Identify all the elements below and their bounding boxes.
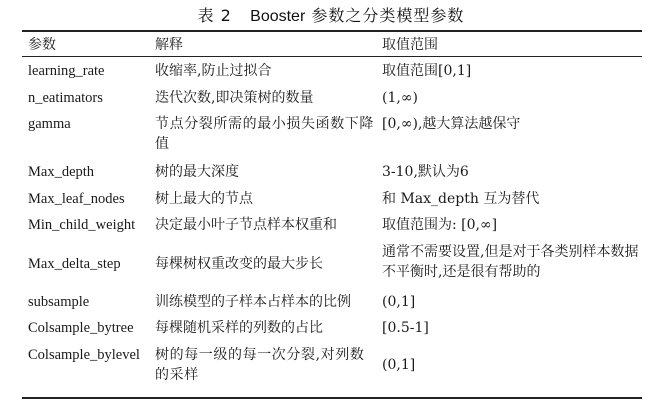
- row-0-range: 取值范围[0,1]: [382, 63, 472, 79]
- row-3-description: 树的最大深度: [155, 164, 239, 180]
- header-description: 解释: [155, 37, 183, 53]
- caption-label: 表 2: [197, 6, 232, 25]
- header-param: 参数: [28, 37, 56, 53]
- row-0-description: 收缩率,防止过拟合: [155, 63, 272, 79]
- row-6-param: Max_delta_step: [28, 256, 121, 272]
- table-caption: [0, 3, 662, 26]
- row-4-param: Max_leaf_nodes: [28, 191, 125, 207]
- row-4-description: 树上最大的节点: [155, 191, 253, 207]
- row-8-description: 每棵随机采样的列数的占比: [155, 320, 323, 336]
- row-3-param: Max_depth: [28, 164, 95, 180]
- row-4-range: 和 Max_depth 互为替代: [382, 191, 540, 207]
- row-3-range: 3-10,默认为6: [382, 164, 469, 180]
- row-5-description: 决定最小叶子节点样本权重和: [155, 217, 337, 233]
- caption-title-cn: 参数之分类模型参数: [311, 6, 465, 25]
- row-8-range: [0.5-1]: [382, 320, 429, 336]
- row-5-range: 取值范围为: [0,∞]: [382, 217, 498, 233]
- row-2-description: 节点分裂所需的最小损失函数下降值: [155, 116, 374, 152]
- row-9-description: 树的每一级的每一次分裂,对列数的采样: [155, 347, 365, 383]
- row-2-param: gamma: [28, 116, 71, 132]
- row-1-description: 迭代次数,即决策树的数量: [155, 90, 314, 106]
- row-7-description: 训练模型的子样本占样本的比例: [155, 294, 351, 310]
- row-7-param: subsample: [28, 294, 90, 310]
- table-bottom-rule: [22, 397, 642, 399]
- table-header-rule: [22, 56, 642, 57]
- table-top-rule: [22, 30, 642, 32]
- row-7-range: (0,1]: [382, 294, 416, 310]
- row-9-param: Colsample_bylevel: [28, 347, 140, 363]
- row-6-range: 通常不需要设置,但是对于各类别样本数据不平衡时,还是很有帮助的: [382, 244, 639, 280]
- row-9-range: (0,1]: [382, 357, 416, 373]
- row-6-description: 每棵树权重改变的最大步长: [155, 256, 323, 272]
- row-5-param: Min_child_weight: [28, 217, 136, 233]
- row-0-param: learning_rate: [28, 63, 105, 79]
- row-1-range: (1,∞): [382, 90, 418, 106]
- header-range: 取值范围: [382, 37, 438, 53]
- row-2-range: [0,∞),越大算法越保守: [382, 116, 521, 132]
- row-8-param: Colsample_bytree: [28, 320, 134, 336]
- row-1-param: n_eatimators: [28, 90, 103, 106]
- caption-title-en: Booster: [250, 8, 306, 25]
